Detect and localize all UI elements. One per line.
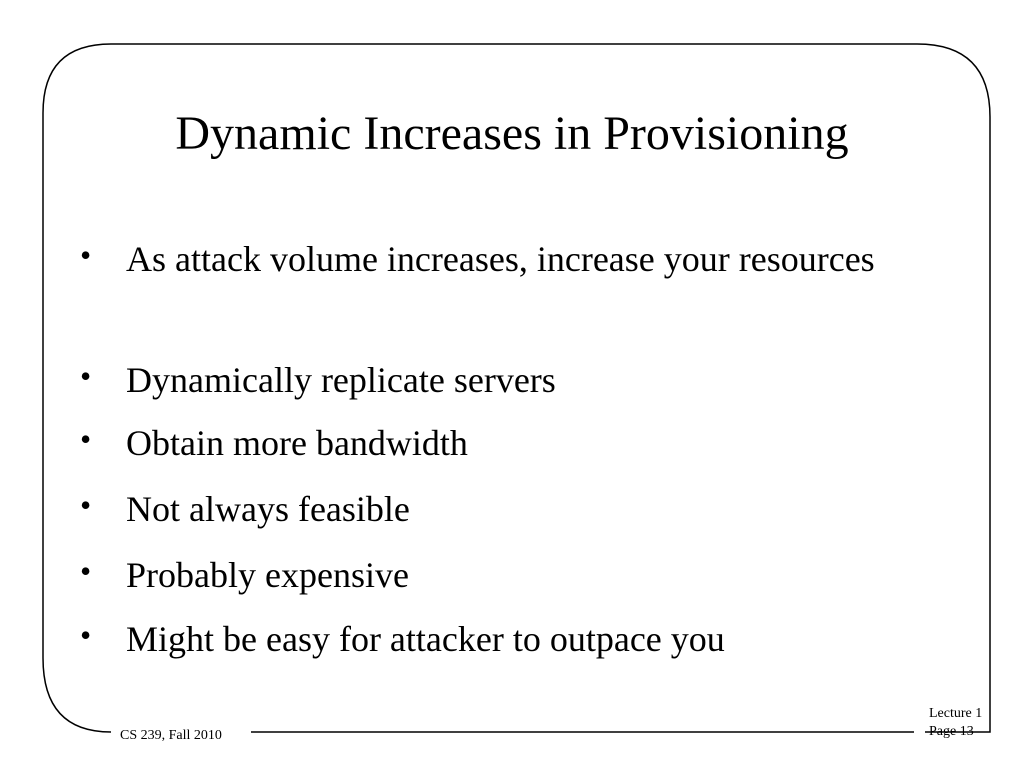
footer-page-info [929, 705, 982, 741]
bullet-text: As attack volume increases, increase your resources [126, 239, 875, 279]
bullet-text: Might be easy for attacker to outpace you [126, 619, 725, 659]
footer-page-number: Page 13 [929, 724, 974, 739]
bullet-marker: • [80, 487, 92, 523]
slide-title: Dynamic Increases in Provisioning [175, 107, 849, 160]
bullet-marker: • [80, 237, 92, 273]
bullet-marker: • [80, 553, 92, 589]
bullet-marker: • [80, 421, 92, 457]
footer-course: CS 239, Fall 2010 [120, 728, 222, 743]
bullet-marker: • [80, 617, 92, 653]
bullet-text: Dynamically replicate servers [126, 360, 556, 400]
bullet-marker: • [80, 358, 92, 394]
bullet-text: Not always feasible [126, 489, 410, 529]
footer-lecture: Lecture 1 [929, 706, 983, 721]
bullet-text: Obtain more bandwidth [126, 423, 468, 463]
bullet-text: Probably expensive [126, 555, 409, 595]
